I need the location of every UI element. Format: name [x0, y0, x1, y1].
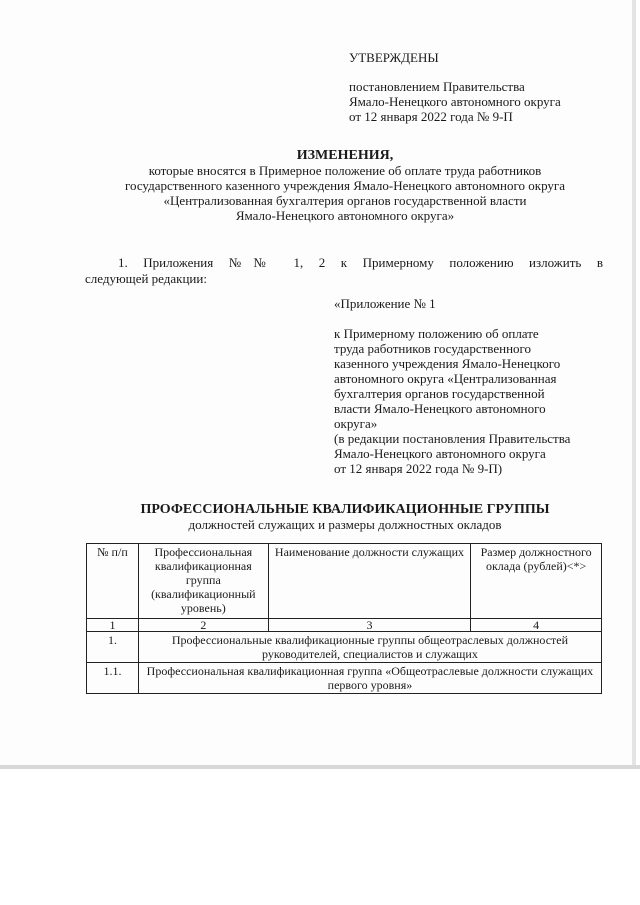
row-number: 1.1. [87, 663, 139, 694]
paragraph-line-1: 1. Приложения №№ 1, 2 к Примерному положению изложить в [118, 255, 603, 270]
appendix-line: к Примерному положению об оплате [334, 326, 539, 341]
table-header-row [87, 544, 602, 619]
appendix-line: казенного учреждения Ямало-Ненецкого [334, 356, 561, 371]
header-number: № п/п [87, 544, 139, 619]
appendix-line: автономного округа «Централизованная [334, 371, 557, 386]
groups-subtitle: должностей служащих и размеры должностных окладов [188, 517, 502, 532]
paragraph-line-2: следующей редакции: [85, 271, 207, 286]
column-number: 3 [268, 619, 470, 632]
column-number: 1 [87, 619, 139, 632]
table-numbering-row [87, 619, 602, 632]
appendix-line: Ямало-Ненецкого автономного округа [334, 446, 546, 461]
appendix-line: (в редакции постановления Правительства [334, 431, 571, 446]
approval-line: от 12 января 2022 года № 9-П [349, 109, 513, 124]
approval-block [349, 50, 561, 124]
positions-table [86, 543, 602, 694]
changes-heading-block [60, 148, 630, 223]
appendix-line: округа» [334, 416, 378, 431]
page-edge [0, 765, 640, 769]
header-salary: Размер должностного оклада (рублей)<*> [471, 544, 602, 619]
row-text: Профессиональные квалификационные группы общеотраслевых должностей руководителей, специалистов и служащих [138, 632, 601, 663]
approval-line: Ямало-Ненецкого автономного округа [349, 94, 561, 109]
appendix-block [334, 296, 614, 476]
groups-title: ПРОФЕССИОНАЛЬНЫЕ КВАЛИФИКАЦИОННЫЕ ГРУППЫ [140, 502, 550, 517]
appendix-line: труда работников государственного [334, 341, 532, 356]
appendix-line: бухгалтерия органов государственной [334, 386, 545, 401]
column-number: 4 [471, 619, 602, 632]
approval-line: постановлением Правительства [349, 79, 525, 94]
column-number: 2 [138, 619, 268, 632]
appendix-line: от 12 января 2022 года № 9-П) [334, 461, 503, 476]
appendix-line: власти Ямало-Ненецкого автономного [334, 401, 546, 416]
table-row [87, 632, 602, 663]
changes-line: «Централизованная бухгалтерия органов государственной власти [163, 193, 527, 208]
row-number: 1. [87, 632, 139, 663]
table-row [87, 663, 602, 694]
appendix-title: «Приложение № 1 [334, 296, 436, 311]
changes-title: ИЗМЕНЕНИЯ, [296, 148, 394, 163]
changes-line: государственного казенного учреждения Ямало-Ненецкого автономного округа [125, 178, 565, 193]
header-group: Профессиональная квалификационная группа (квалификационный уровень) [138, 544, 268, 619]
row-text: Профессиональная квалификационная группа «Общеотраслевые должности служащих первого уровня» [138, 663, 601, 694]
changes-line: Ямало-Ненецкого автономного округа» [235, 208, 455, 223]
changes-line: которые вносятся в Примерное положение об оплате труда работников [148, 163, 542, 178]
header-position: Наименование должности служащих [268, 544, 470, 619]
approval-heading: УТВЕРЖДЕНЫ [349, 50, 439, 65]
